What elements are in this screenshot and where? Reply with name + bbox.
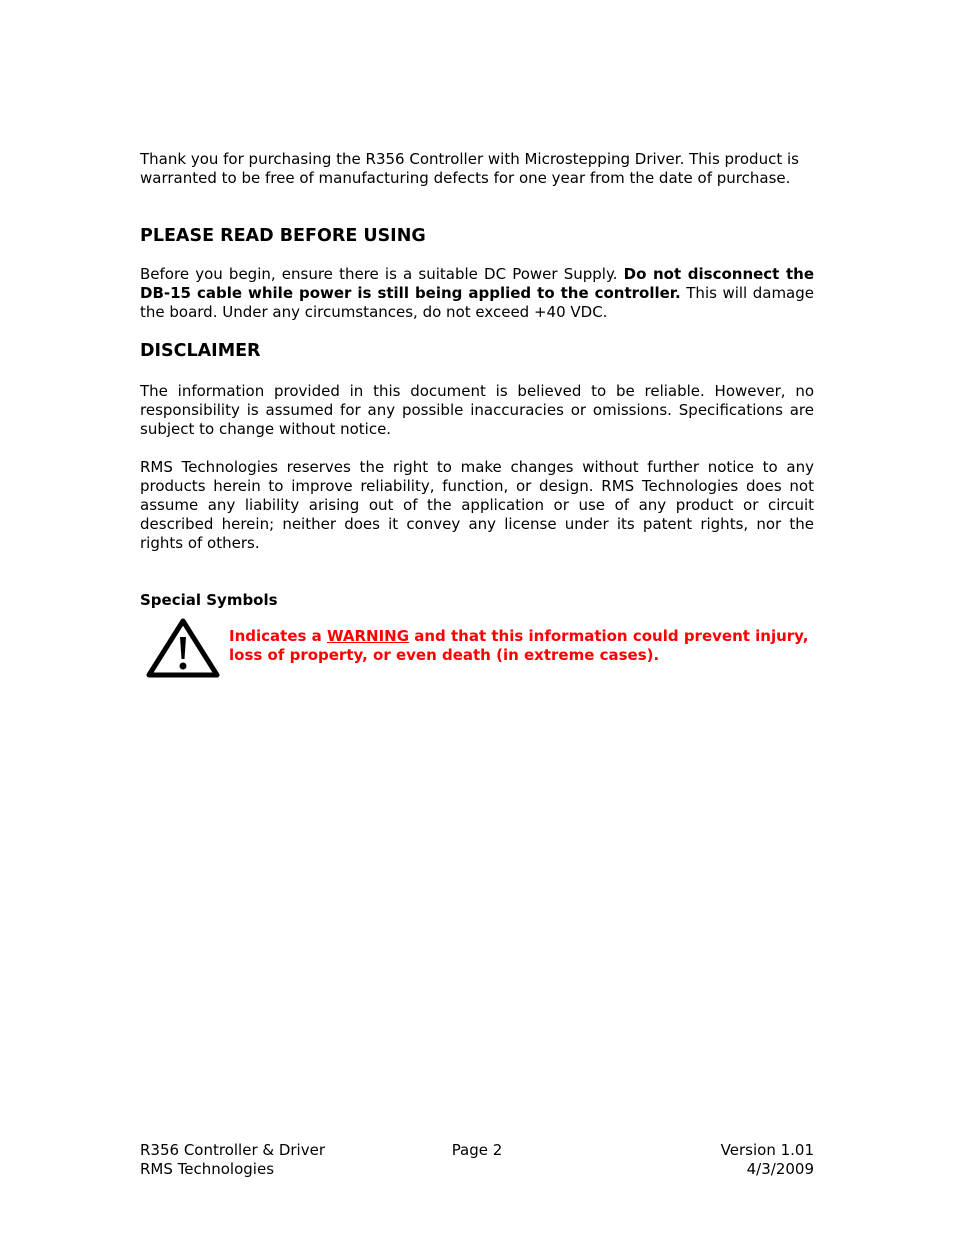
footer-product: R356 Controller & Driver <box>140 1141 325 1159</box>
warning-prefix: Indicates a <box>229 627 327 645</box>
read-before-heading: PLEASE READ BEFORE USING <box>140 226 426 246</box>
warning-suffix: and that this information could prevent injury, loss of property, or even death (in extreme cases). <box>229 627 809 664</box>
read-before-paragraph <box>140 265 814 322</box>
read-before-text-start: Before you begin, ensure there is a suitable DC Power Supply. <box>140 265 624 283</box>
warning-symbol-row <box>140 617 814 679</box>
read-before-text-bold: Do not disconnect the DB-15 cable while power is still being applied to the controller. <box>140 265 814 302</box>
intro-paragraph: Thank you for purchasing the R356 Controller with Microstepping Driver. This product is warranted to be free of manufacturing defects for one year from the date of purchase. <box>140 150 799 187</box>
footer-version: Version 1.01 <box>720 1141 814 1159</box>
disclaimer-heading: DISCLAIMER <box>140 341 261 361</box>
footer-company: RMS Technologies <box>140 1160 275 1178</box>
read-before-text-end: This will damage the board. Under any circumstances, do not exceed +40 VDC. <box>140 284 814 321</box>
warning-description <box>229 627 814 679</box>
disclaimer-paragraph-1: The information provided in this document is believed to be reliable. However, no responsibility is assumed for any possible inaccuracies or omissions. Specifications are subject to change without notice. <box>140 382 814 438</box>
footer-date: 4/3/2009 <box>746 1160 814 1178</box>
footer-page-number: Page 2 <box>451 1141 503 1159</box>
disclaimer-paragraph-2: RMS Technologies reserves the right to make changes without further notice to any products herein to improve reliability, function, or design. RMS Technologies does not assume any liability arising out of the application or use of any product or circuit described herein; neither does it convey any license under its patent rights, nor the rights of others. <box>140 458 814 552</box>
page-body <box>140 150 814 679</box>
warning-triangle-icon <box>145 617 221 679</box>
special-symbols-title: Special Symbols <box>140 591 278 609</box>
page-footer <box>140 1141 814 1179</box>
warning-word: WARNING <box>327 627 410 645</box>
